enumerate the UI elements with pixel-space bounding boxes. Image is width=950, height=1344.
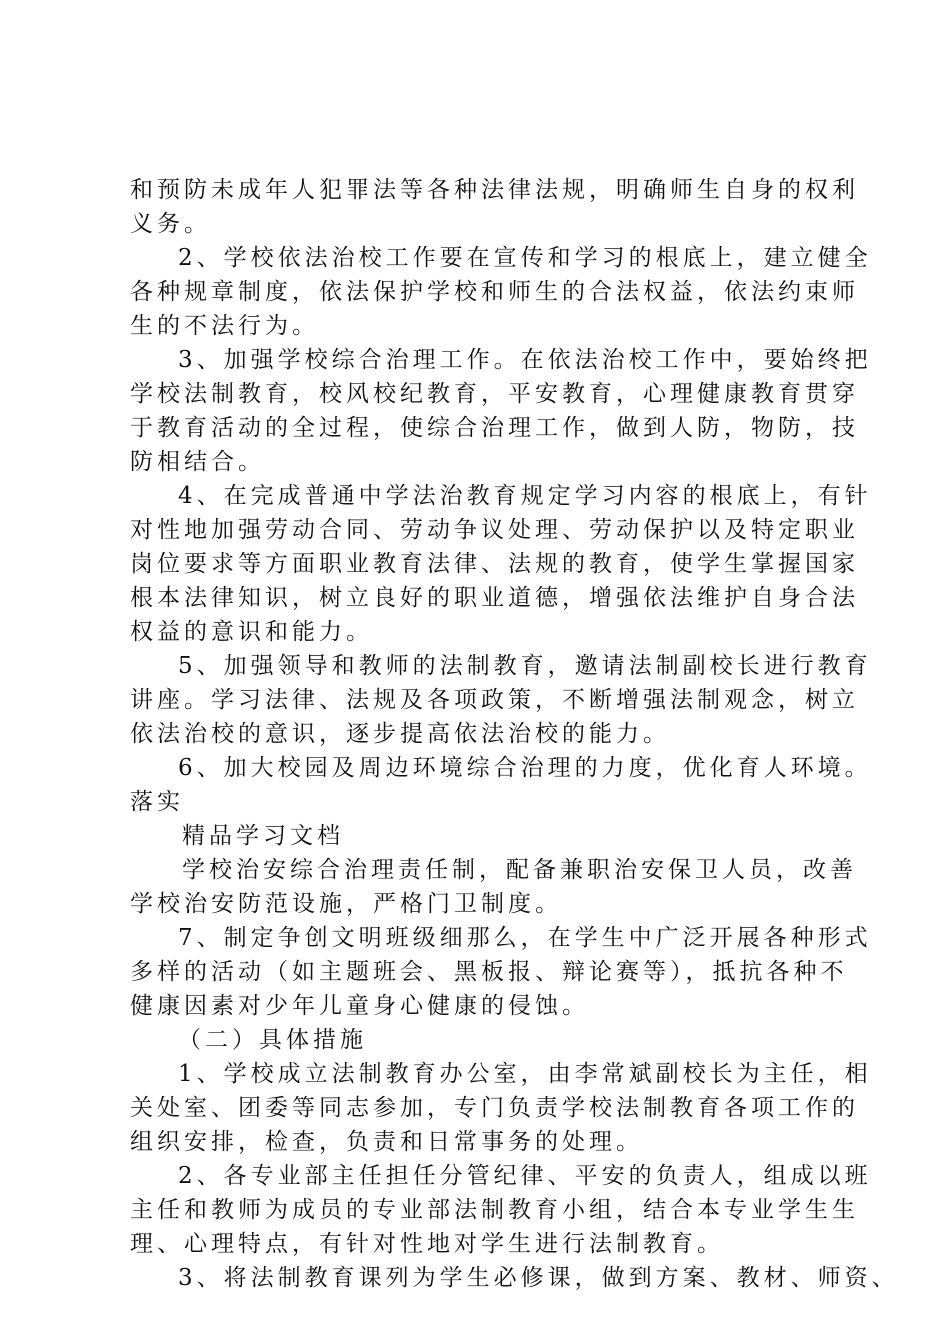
text-line: 于教育活动的全过程，使综合治理工作，做到人防，物防，技: [130, 415, 859, 441]
text-line: 对性地加强劳动合同、劳动争议处理、劳动保护以及特定职业: [130, 517, 859, 543]
text-line: 权益的意识和能力。: [130, 619, 373, 645]
text-line: 多样的活动（如主题班会、黑板报、辩论赛等），抵抗各种不: [130, 959, 848, 985]
paragraph-3-start: 3、加强学校综合治理工作。在依法治校工作中，要始终把: [178, 347, 872, 373]
text-line: 学校法制教育，校风校纪教育，平安教育，心理健康教育贯穿: [130, 381, 859, 407]
text-line: 学校治安综合治理责任制，配备兼职治安保卫人员，改善: [182, 857, 857, 883]
measure-1-start: 1、学校成立法制教育办公室，由李常斌副校长为主任，相: [178, 1061, 872, 1087]
measure-3-start: 3、将法制教育课列为学生必修课，做到方案、教材、师资、: [178, 1265, 899, 1291]
text-line: 依法治校的意识，逐步提高依法治校的能力。: [130, 721, 670, 747]
paragraph-7-start: 7、制定争创文明班级细那么，在学生中广泛开展各种形式: [178, 925, 872, 951]
paragraph-5-start: 5、加强领导和教师的法制教育，邀请法制副校长进行教育: [178, 653, 872, 679]
paragraph-4-start: 4、在完成普通中学法治教育规定学习内容的根底上，有针: [178, 483, 872, 509]
paragraph-2-start: 2、学校依法治校工作要在宣传和学习的根底上，建立健全: [178, 245, 872, 271]
text-line: 落实: [130, 789, 184, 815]
watermark-label: 精品学习文档: [182, 823, 344, 849]
text-line: 防相结合。: [130, 449, 265, 475]
measure-2-start: 2、各专业部主任担任分管纪律、平安的负责人，组成以班: [178, 1163, 872, 1189]
text-line: 义务。: [130, 211, 211, 237]
text-line: 主任和教师为成员的专业部法制教育小组，结合本专业学生生: [130, 1197, 859, 1223]
text-line: 岗位要求等方面职业教育法律、法规的教育，使学生掌握国家: [130, 551, 859, 577]
text-line: 和预防未成年人犯罪法等各种法律法规，明确师生自身的权利: [130, 177, 859, 203]
text-line: 关处室、团委等同志参加，专门负责学校法制教育各项工作的: [130, 1095, 859, 1121]
text-line: 各种规章制度，依法保护学校和师生的合法权益，依法约束师: [130, 279, 859, 305]
text-line: 讲座。学习法律、法规及各项政策，不断增强法制观念，树立: [130, 687, 859, 713]
section-heading: （二）具体措施: [178, 1027, 367, 1053]
text-line: 健康因素对少年儿童身心健康的侵蚀。: [130, 993, 589, 1019]
paragraph-6-start: 6、加大校园及周边环境综合治理的力度，优化育人环境。: [178, 755, 872, 781]
text-line: 理、心理特点，有针对性地对学生进行法制教育。: [130, 1231, 724, 1257]
text-line: 学校治安防范设施，严格门卫制度。: [130, 891, 562, 917]
text-line: 组织安排，检查，负责和日常事务的处理。: [130, 1129, 643, 1155]
text-line: 根本法律知识，树立良好的职业道德，增强依法维护自身合法: [130, 585, 859, 611]
text-line: 生的不法行为。: [130, 313, 319, 339]
